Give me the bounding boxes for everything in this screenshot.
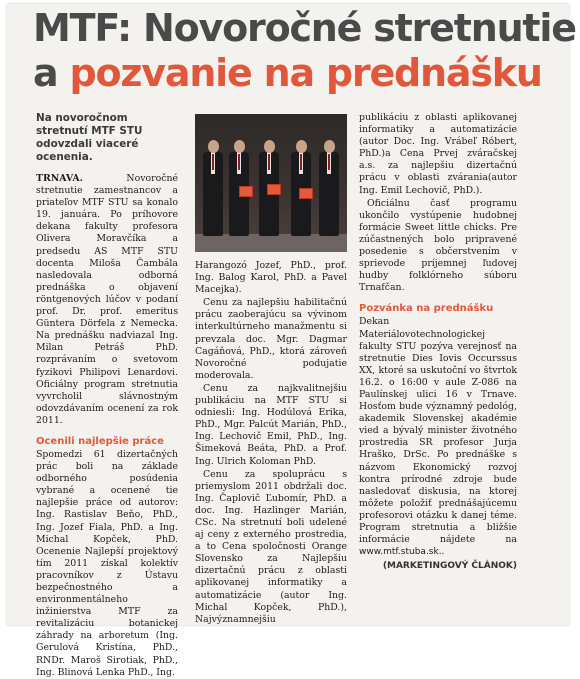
article-column-3 (359, 112, 517, 572)
paragraph-text: Dekan Materiálovotechnologickej fakulty STU pozýva verejnosť na stretnutie Dies Iovis Occurssus XX, ktoré sa uskutoční vo štvrtok 16.2. o 16:00 v aule Z-086 na Paulínskej ulici 16 v Trnave. Hosťom bude významný pedológ, akademik Slovenskej akadémie vied a bývalý minister životného prostredia SR profesor Jurja Hraško, DrSc. Po prednáške s názvom Ekonomický rozvoj kontra prírodné zdroje bude nasledovať diskusia, na ktorej môžete položiť prednášajúcemu profesorovi otázku k danej téme. Program stretnutia a bližšie informácie nájdete na (359, 316, 517, 546)
paragraph: publikáciu z oblasti aplikovanej informatiky a automatizácie (autor Doc. Ing. Vrábeľ Róbert, PhD.)a Cena Prvej zváračskej a.s. za najlepšiu dizertačnú prácu v oblasti zvárania(autor Ing. Emil Lechovič, PhD.). (359, 112, 517, 196)
headline (33, 6, 576, 96)
headline-line1: MTF: Novoročné stretnutie (33, 6, 576, 50)
paragraph: Harangozó Jozef, PhD., prof. Ing. Balog Karol, PhD. a Pavel Macejka). (195, 260, 347, 296)
article-lead: Na novoročnom stretnutí MTF STU odovzdali viaceré ocenenia. (36, 112, 143, 163)
subheading-awards: Ocenili najlepšie práce (36, 435, 164, 447)
subheading-invitation: Pozvánka na prednášku (359, 303, 494, 315)
paragraph (359, 316, 517, 558)
paragraph-text: Novoročné stretnutie zamestnancov a priateľov MTF STU sa konalo 19. januára. Po príhovore dekana fakulty profesora Olivera Moravčíka a predsedu AS MTF STU docenta Miloša Čambála nasledovala odborná prednáška o objavení röntgenových lúčov v podaní prof. Dr. prof. emeritus Güntera Dörfela z Nemecka. Na prednášku nadviazal Ing. Milan Petráš PhD. rozprávaním o svetovom fyzikovi Philipovi Lenardovi. Oficiálny program stretnutia vyvrcholil slávnostným odovzdávaním ocenení za rok 2011. (36, 173, 178, 426)
newspaper-clipping (7, 4, 576, 678)
article-column-1 (36, 112, 178, 679)
photo-person (319, 140, 339, 242)
paragraph: Cenu za spoluprácu s priemyslom 2011 obdržali doc. Ing. Čaplovič Ľubomír, PhD. a doc. Ing. Hazlinger Marián, CSc. Na stretnutí boli udelené aj ceny z externého prostredia, a to Cena spoločnosti Orange Slovensko za Najlepšiu dizertačnú prácu z oblasti aplikovanej informatiky a automatizácie (autor Ing. Michal Kopček, PhD.), Najvýznamnejšiu (195, 468, 347, 625)
headline-line2-highlight: pozvanie na prednášku (69, 51, 542, 95)
diploma-icon (239, 186, 253, 197)
photo-person (203, 140, 223, 242)
paragraph: Oficiálnu časť programu ukončilo vystúpenie hudobnej formácie Sweet little chicks. Pre zúčastnených bolo pripravené posedenie s občerstvením v sprievode príjemnej ľudovej hudby folklórneho súboru Trnafčan. (359, 197, 517, 294)
advertorial-label: (MARKETINGOVÝ ČLÁNOK) (382, 561, 517, 572)
paragraph (36, 173, 178, 427)
article-column-2 (195, 260, 347, 626)
diploma-icon (267, 184, 281, 195)
paragraph: Cenu za najlepšiu habilitačnú prácu zaoberajúcu sa vývinom interkultúrneho manažmentu si prevzala doc. Mgr. Dagmar Cagáňová, PhD., ktorá zároveň Novoročné podujatie moderovala. (195, 297, 347, 381)
award-ceremony-photo (195, 114, 347, 252)
website-link[interactable]: www.mtf.stuba.sk.. (359, 547, 445, 558)
headline-line2 (33, 51, 576, 96)
dateline: TRNAVA. (36, 173, 83, 184)
paragraph: Spomedzi 61 dizertačných prác boli na základe odborného posúdenia vybrané a ocenené tie najlepšie práce od autorov: Ing. Rastislav Beňo, PhD., Ing. Jozef Fiala, PhD. a Ing. Michal Kopček, PhD. Ocenenie Najlepší projektový tím 2011 získal kolektív pracovníkov z Ústavu bezpečnostného a environmentálneho inžinierstva MTF za revitalizáciu botanickej záhrady na arboretum (Ing. Gerulová Kristína, PhD., RNDr. Maroš Sirotiak, PhD., Ing. Blinová Lenka PhD., Ing. (36, 448, 178, 678)
headline-line2-prefix: a (33, 51, 58, 95)
paragraph: Cenu za najkvalitnejšiu publikáciu na MTF STU si odniesli: Ing. Hodúlová Erika, PhD., Mgr. Palcút Marián, PhD., Ing. Lechovič Emil, PhD., Ing. Šimeková Beáta, PhD. a Prof. Ing. Ulrich Koloman PhD. (195, 382, 347, 467)
diploma-icon (299, 188, 313, 199)
